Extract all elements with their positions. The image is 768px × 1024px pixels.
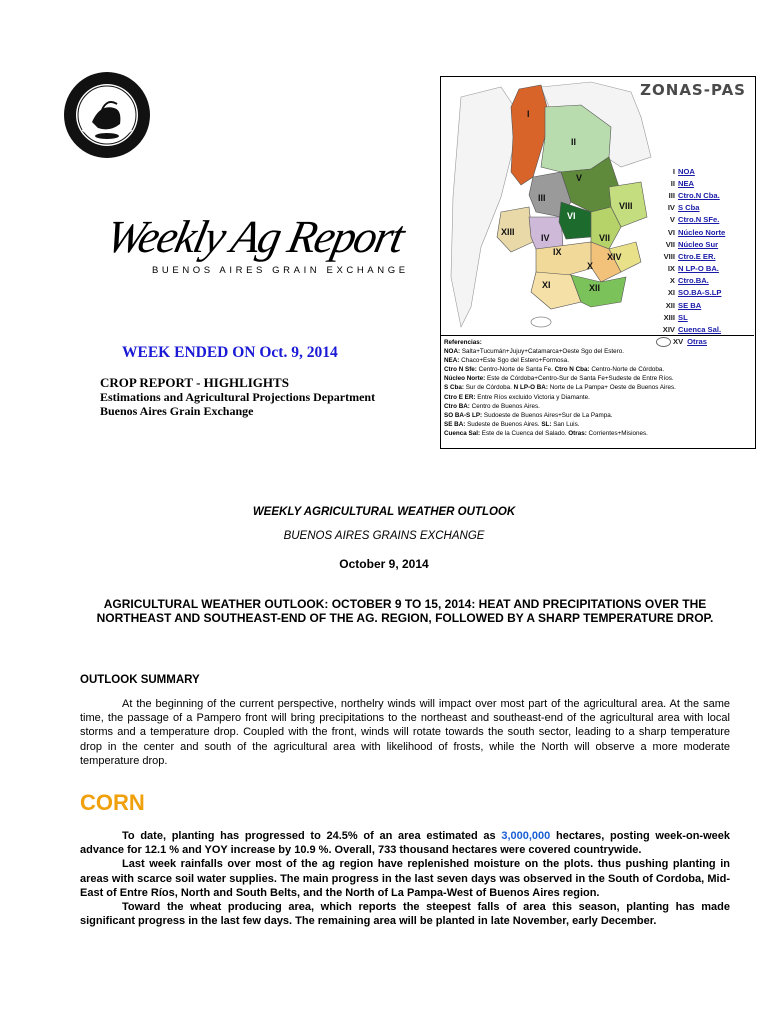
zone-label-ii: II (571, 137, 577, 147)
reference-line: Cuenca Sal: Este de la Cuenca del Salado. Otras: Corrientes+Misiones. (444, 429, 648, 437)
corn-paragraph: Toward the wheat producing area, which reports the steepest falls of area this season, planting has made significant progress in the last few days. The remaining area will be planted in late November, early December. (80, 901, 730, 928)
legend-link[interactable]: Cuenca Sal. (678, 325, 722, 335)
outlook-summary-title: OUTLOOK SUMMARY (80, 674, 200, 686)
legend-link[interactable]: NOA (678, 166, 695, 176)
zone-label-xiii: XIII (501, 227, 515, 237)
legend-link[interactable]: Núcleo Sur (678, 239, 719, 249)
weather-headline: AGRICULTURAL WEATHER OUTLOOK: OCTOBER 9 TO 15, 2014: HEAT AND PRECIPITATIONS OVER THE NORTHEAST AND SOUTHEAST-END OF THE AG. REGION, FOLLOWED BY A SHARP TEMPERATURE DROP. (96, 597, 714, 625)
legend-row: III Ctro.N Cba. (668, 190, 720, 200)
outlook-summary-paragraph: At the beginning of the current perspective, northelry winds will impact over most part of the agricultural area. At the same time, the passage of a Pampero front will bring precipitations to the northeast and southeast-end of the agricultural area with local storms and a temperature drop. Coupled with the front, winds will rotate towards the south sector, leading to a sharp temperature drop in the center and south of the agricultural area with likelihood of frosts, while the North will observe a more moderate temperature drop. (80, 698, 730, 767)
legend-row: X Ctro.BA. (669, 276, 709, 286)
zone-label-iv: IV (541, 233, 550, 243)
reference-line: NOA: Salta+Tucumán+Jujuy+Catamarca+Oeste Sgo del Estero. (444, 348, 625, 356)
legend-link[interactable]: Ctro.BA. (678, 276, 709, 286)
legend-row: V Ctro.N SFe. (669, 215, 720, 225)
week-ended-heading: WEEK ENDED ON Oct. 9, 2014 (122, 344, 338, 361)
weather-outlook-date: October 9, 2014 (339, 557, 429, 571)
department-name: Estimations and Agricultural Projections Department (100, 390, 376, 404)
map-title: ZONAS-PAS (640, 81, 746, 99)
weather-outlook-title: WEEKLY AGRICULTURAL WEATHER OUTLOOK (252, 506, 516, 518)
reference-line: Ctro E ER: Entre Ríos excluido Victoria y Diamante. (444, 393, 590, 401)
legend-row: I NOA (672, 166, 695, 176)
weather-outlook-subtitle: BUENOS AIRES GRAINS EXCHANGE (283, 530, 485, 542)
zone-label-xii: XII (589, 283, 601, 293)
legend-link[interactable]: SO.BA-S.LP (678, 288, 722, 298)
references-title: Referencias: (444, 339, 482, 346)
reference-line: S Cba: Sur de Córdoba. N LP-O BA: Norte de La Pampa+ Oeste de Buenos Aires. (444, 384, 676, 392)
legend-link[interactable]: Ctro.E ER. (678, 251, 716, 261)
legend-row: XIII SL (663, 312, 688, 322)
corn-section-body (80, 829, 730, 928)
legend-row: IX N LP-O BA. (667, 264, 719, 274)
masthead-title: Weekly Ag Report (101, 211, 408, 262)
legend-link[interactable]: N LP-O BA. (678, 264, 719, 274)
legend-row: VII Núcleo Sur (665, 239, 719, 249)
legend-row: IV S Cba (667, 203, 700, 213)
legend-row: XV Otras (651, 336, 753, 348)
corn-section-title: CORN (80, 790, 145, 815)
legend-link[interactable]: NEA (678, 178, 695, 188)
legend-link[interactable]: Núcleo Norte (678, 227, 726, 237)
reference-line: Núcleo Norte: Este de Córdoba+Centro-Sur de Santa Fe+Sudeste de Entre Ríos. (444, 375, 674, 383)
legend-link[interactable]: Otras (687, 337, 707, 347)
legend-row: XI SO.BA-S.LP (667, 288, 722, 298)
legend-link[interactable]: S Cba (678, 203, 700, 213)
legend-row: XIV Cuenca Sal. (662, 325, 722, 335)
zone-label-iii: III (538, 193, 546, 203)
crop-report-title: CROP REPORT - HIGHLIGHTS (100, 375, 289, 390)
legend-link[interactable]: Ctro.N Cba. (678, 190, 720, 200)
zone-label-vii: VII (599, 233, 611, 243)
zones-map-panel (440, 76, 756, 449)
zone-label-xiv: XIV (607, 252, 622, 262)
reference-line: Ctro BA: Centro de Buenos Aires. (444, 402, 540, 410)
zone-label-v: V (576, 173, 583, 183)
reference-line: NEA: Chaco+Este Sgo del Estero+Formosa. (444, 357, 569, 365)
legend-row: VI Núcleo Norte (667, 227, 726, 237)
legend-row: II NEA (670, 178, 695, 188)
reference-line: Ctro N Sfe: Centro-Norte de Santa Fe. Ctro N Cba: Centro-Norte de Córdoba. (444, 366, 665, 374)
map-references (444, 338, 752, 438)
area-estimate-value: 3,000,000 (501, 830, 551, 842)
zone-label-i: I (527, 109, 530, 119)
masthead-subtitle: BUENOS AIRES GRAIN EXCHANGE (152, 265, 409, 276)
legend-link[interactable]: Ctro.N SFe. (678, 215, 720, 225)
reference-line: SO BA-S LP: Sudoeste de Buenos Aires+Sur de La Pampa. (444, 411, 613, 419)
zone-label-ix: IX (553, 247, 562, 257)
zone-label-x: X (587, 261, 594, 271)
corn-paragraph: To date, planting has progressed to 24.5% of an area estimated as 3,000,000 hectares, posting week-on-week advance for 12.1 % and YOY increase by 10.9 %. Overall, 733 thousand hectares were covered countrywide. (80, 830, 730, 857)
legend-link[interactable]: SE BA (678, 300, 702, 310)
bolsa-de-cereales-seal (62, 70, 152, 160)
organization-name: Buenos Aires Grain Exchange (100, 404, 254, 418)
reference-line: SE BA: Sudeste de Buenos Aires. SL: San Luis. (444, 420, 580, 428)
map-legend (651, 165, 753, 348)
zone-label-xi: XI (542, 280, 551, 290)
legend-row: XII SE BA (665, 300, 702, 310)
zone-label-vi: VI (567, 211, 576, 221)
legend-row: VIII Ctro.E ER. (663, 251, 716, 261)
legend-link[interactable]: SL (678, 312, 688, 322)
corn-paragraph: Last week rainfalls over most of the ag region have replenished moisture on the plots. thus pushing planting in areas with scarce soil water supplies. The main progress in the last seven days was observed in the South of Cordoba, Mid-East of Entre Ríos, North and South Belts, and the North of La Pampa-West of Buenos Aires region. (80, 858, 730, 899)
zone-label-viii: VIII (619, 201, 633, 211)
